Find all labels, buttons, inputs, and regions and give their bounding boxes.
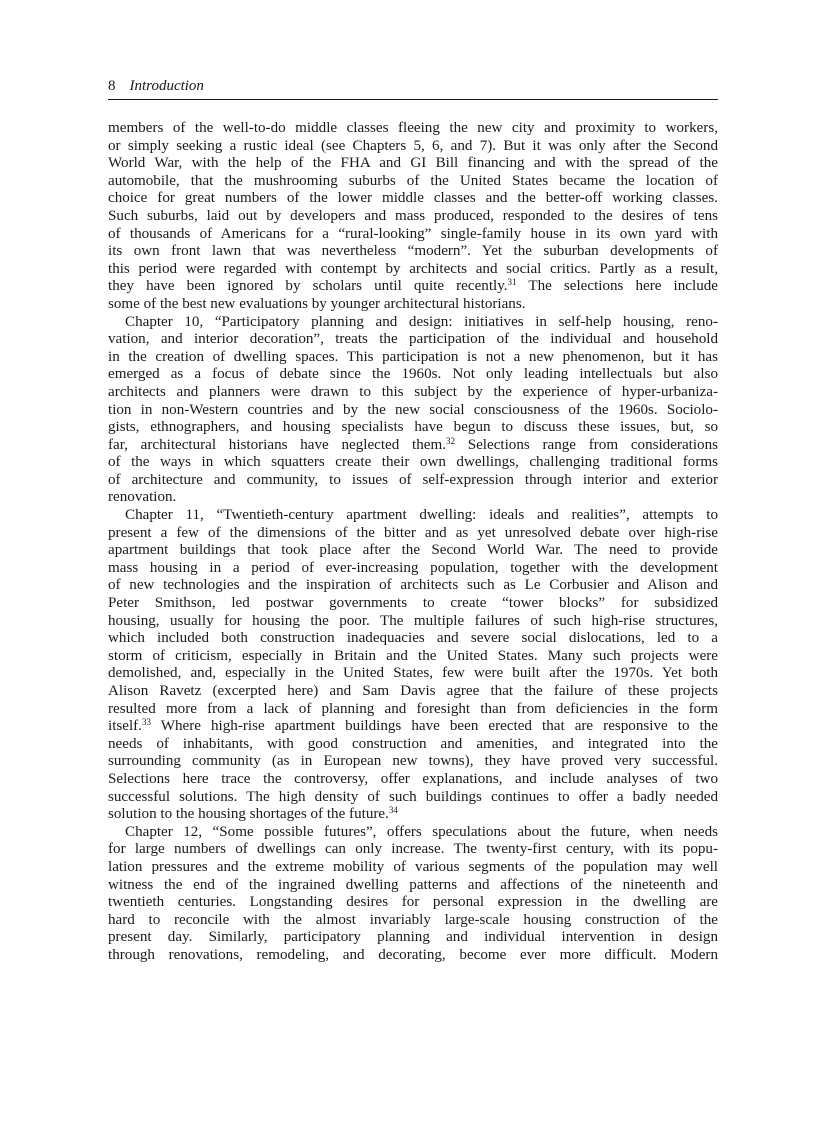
text-line-content: itself. [108, 718, 142, 735]
text-line [108, 630, 718, 648]
text-line [108, 683, 718, 701]
text-line-content: mass housing in a period of ever-increasing population, together with the development [108, 559, 718, 576]
text-line [108, 824, 718, 842]
text-line-content: Peter Smithson, led postwar governments to create “tower blocks” for subsidized [108, 595, 718, 612]
text-line-content: successful solutions. The high density of such buildings continues to offer a badly needed [108, 788, 718, 805]
text-line [108, 138, 718, 156]
text-line [108, 296, 718, 314]
text-line [108, 595, 718, 613]
text-line [108, 947, 718, 965]
text-line [108, 771, 718, 789]
text-line-content: hard to reconcile with the almost invariably large-scale housing construction of the [108, 911, 718, 928]
text-line [108, 736, 718, 754]
text-line-content: Alison Ravetz (excerpted here) and Sam Davis agree that the failure of these projects [108, 683, 718, 699]
text-line [108, 507, 718, 525]
text-line-content: they have been ignored by scholars until quite recently. [108, 278, 508, 295]
text-line [108, 243, 718, 261]
text-line-content: Selections here trace the controversy, offer explanations, and include analyses of two [108, 770, 718, 787]
text-line [108, 278, 718, 296]
text-line-content: its own front lawn that was nevertheless “modern”. Yet the suburban developments of [108, 243, 718, 260]
text-line-content: of architecture and community, to issues of self-expression through interior and exterior [108, 471, 718, 488]
text-line-content: resulted more from a lack of planning and foresight than from deficiencies in the form [108, 700, 718, 717]
text-line-content: demolished, and, especially in the United States, few were built after the 1970s. Yet both [108, 665, 718, 682]
text-line [108, 472, 718, 490]
text-line-content: housing, usually for housing the poor. The multiple failures of such high-rise structures, [108, 612, 718, 629]
text-line-content: through renovations, remodeling, and decorating, become ever more difficult. Modern [108, 946, 718, 963]
text-line [108, 789, 718, 807]
text-line [108, 701, 718, 719]
text-line-content: or simply seeking a rustic ideal (see Chapters 5, 6, and 7). But it was only after the Second [108, 137, 718, 154]
footnote-reference: 34 [388, 805, 398, 816]
text-line [108, 894, 718, 912]
text-line [108, 577, 718, 595]
text-line [108, 859, 718, 877]
text-line-content: in the creation of dwelling spaces. This participation is not a new phenomenon, but it has [108, 348, 718, 365]
text-line-content: far, architectural historians have neglected them. [108, 436, 446, 453]
text-line [108, 806, 718, 824]
text-line-content: surrounding community (as in European new towns), they have proved very successful. [108, 753, 718, 770]
text-line-content: present a few of the dimensions of the bitter and as yet unresolved debate over high-rise [108, 524, 718, 541]
text-line [108, 929, 718, 947]
text-line-content: renovation. [108, 489, 177, 506]
text-line [108, 542, 718, 560]
footnote-reference: 33 [141, 717, 151, 728]
text-line-content: Chapter 11, “Twentieth-century apartment dwelling: ideals and realities”, attempts to [125, 507, 718, 524]
text-line [108, 384, 718, 402]
running-head [108, 76, 718, 100]
text-line-content: storm of criticism, especially in Britain and the United States. Many such projects were [108, 647, 718, 664]
text-line-content: for large numbers of dwellings can only increase. The twenty-first century, with its popu- [108, 841, 718, 858]
page-number: 8 [108, 78, 116, 94]
text-line-content: emerged as a focus of debate since the 1960s. Not only leading intellectuals but also [108, 366, 718, 383]
text-line-content: Chapter 10, “Participatory planning and design: initiatives in self-help housing, reno- [125, 313, 718, 330]
text-line [108, 753, 718, 771]
text-line [108, 402, 718, 420]
text-line [108, 208, 718, 226]
text-line-content: some of the best new evaluations by younger architectural historians. [108, 295, 526, 312]
text-line-content: of new technologies and the inspiration of architects such as Le Corbusier and Alison and [108, 577, 718, 594]
text-line-content: of the ways in which squatters create their own dwellings, challenging traditional forms [108, 454, 718, 471]
text-line-content: Chapter 12, “Some possible futures”, offers speculations about the future, when needs [125, 823, 718, 840]
text-line [108, 841, 718, 859]
text-line-content: of thousands of Americans for a “rural-looking” single-family house in its own yard with [108, 225, 718, 242]
text-line [108, 489, 718, 507]
text-line [108, 226, 718, 244]
text-line-content: choice for great numbers of the lower middle classes and the better-off working classes. [108, 190, 718, 207]
text-line [108, 349, 718, 367]
text-line-content: this period were regarded with contempt by architects and social critics. Partly as a result, [108, 260, 718, 277]
footnote-reference: 32 [445, 435, 455, 446]
text-line-content: tion in non-Western countries and by the new social consciousness of the 1960s. Sociolo- [108, 401, 718, 418]
text-line [108, 366, 718, 384]
text-line-continuation: Selections range from considerations [454, 436, 719, 453]
text-line-content: solution to the housing shortages of the future. [108, 806, 389, 823]
running-title: Introduction [129, 78, 204, 94]
text-line-content: lation pressures and the extreme mobility of various segments of the population may well [108, 858, 718, 875]
text-line-content: Such suburbs, laid out by developers and mass produced, responded to the desires of tens [108, 207, 718, 224]
text-line [108, 648, 718, 666]
book-page [108, 76, 718, 965]
text-line [108, 190, 718, 208]
text-line-content: gists, ethnographers, and housing specialists have begun to discuss these issues, but, so [108, 419, 718, 436]
text-line [108, 261, 718, 279]
text-line [108, 120, 718, 138]
text-line-content: members of the well-to-do middle classes fleeing the new city and proximity to workers, [108, 120, 718, 136]
text-line [108, 155, 718, 173]
text-line [108, 454, 718, 472]
text-line-content: vation, and interior decoration”, treats the participation of the individual and household [108, 331, 718, 348]
text-line [108, 718, 718, 736]
text-line-content: twentieth centuries. Longstanding desires for personal expression in the dwelling are [108, 894, 718, 911]
text-line-content: which included both construction inadequacies and severe social dislocations, led to a [108, 630, 718, 647]
text-line-content: needs of inhabitants, with good construction and amenities, and integrated into the [108, 735, 718, 752]
text-line [108, 560, 718, 578]
text-line-content: witness the end of the ingrained dwelling patterns and affections of the nineteenth and [108, 876, 718, 893]
text-line [108, 613, 718, 631]
text-line [108, 331, 718, 349]
text-line-content: present day. Similarly, participatory planning and individual intervention in design [108, 929, 718, 946]
text-line-content: automobile, that the mushrooming suburbs of the United States became the location of [108, 172, 718, 189]
text-line [108, 525, 718, 543]
text-line [108, 419, 718, 437]
text-line [108, 912, 718, 930]
footnote-reference: 31 [507, 277, 517, 288]
text-line-continuation: Where high-rise apartment buildings have been erected that are responsive to the [150, 718, 718, 735]
text-line-content: World War, with the help of the FHA and GI Bill financing and with the spread of the [108, 155, 718, 172]
text-line [108, 314, 718, 332]
body-text [108, 120, 718, 965]
text-line [108, 173, 718, 191]
text-line-content: architects and planners were drawn to this subject by the experience of hyper-urbaniza- [108, 383, 718, 400]
text-line [108, 877, 718, 895]
text-line [108, 437, 718, 455]
text-line-content: apartment buildings that took place after the Second World War. The need to provide [108, 542, 718, 559]
text-line-continuation: The selections here include [516, 278, 718, 295]
text-line [108, 665, 718, 683]
